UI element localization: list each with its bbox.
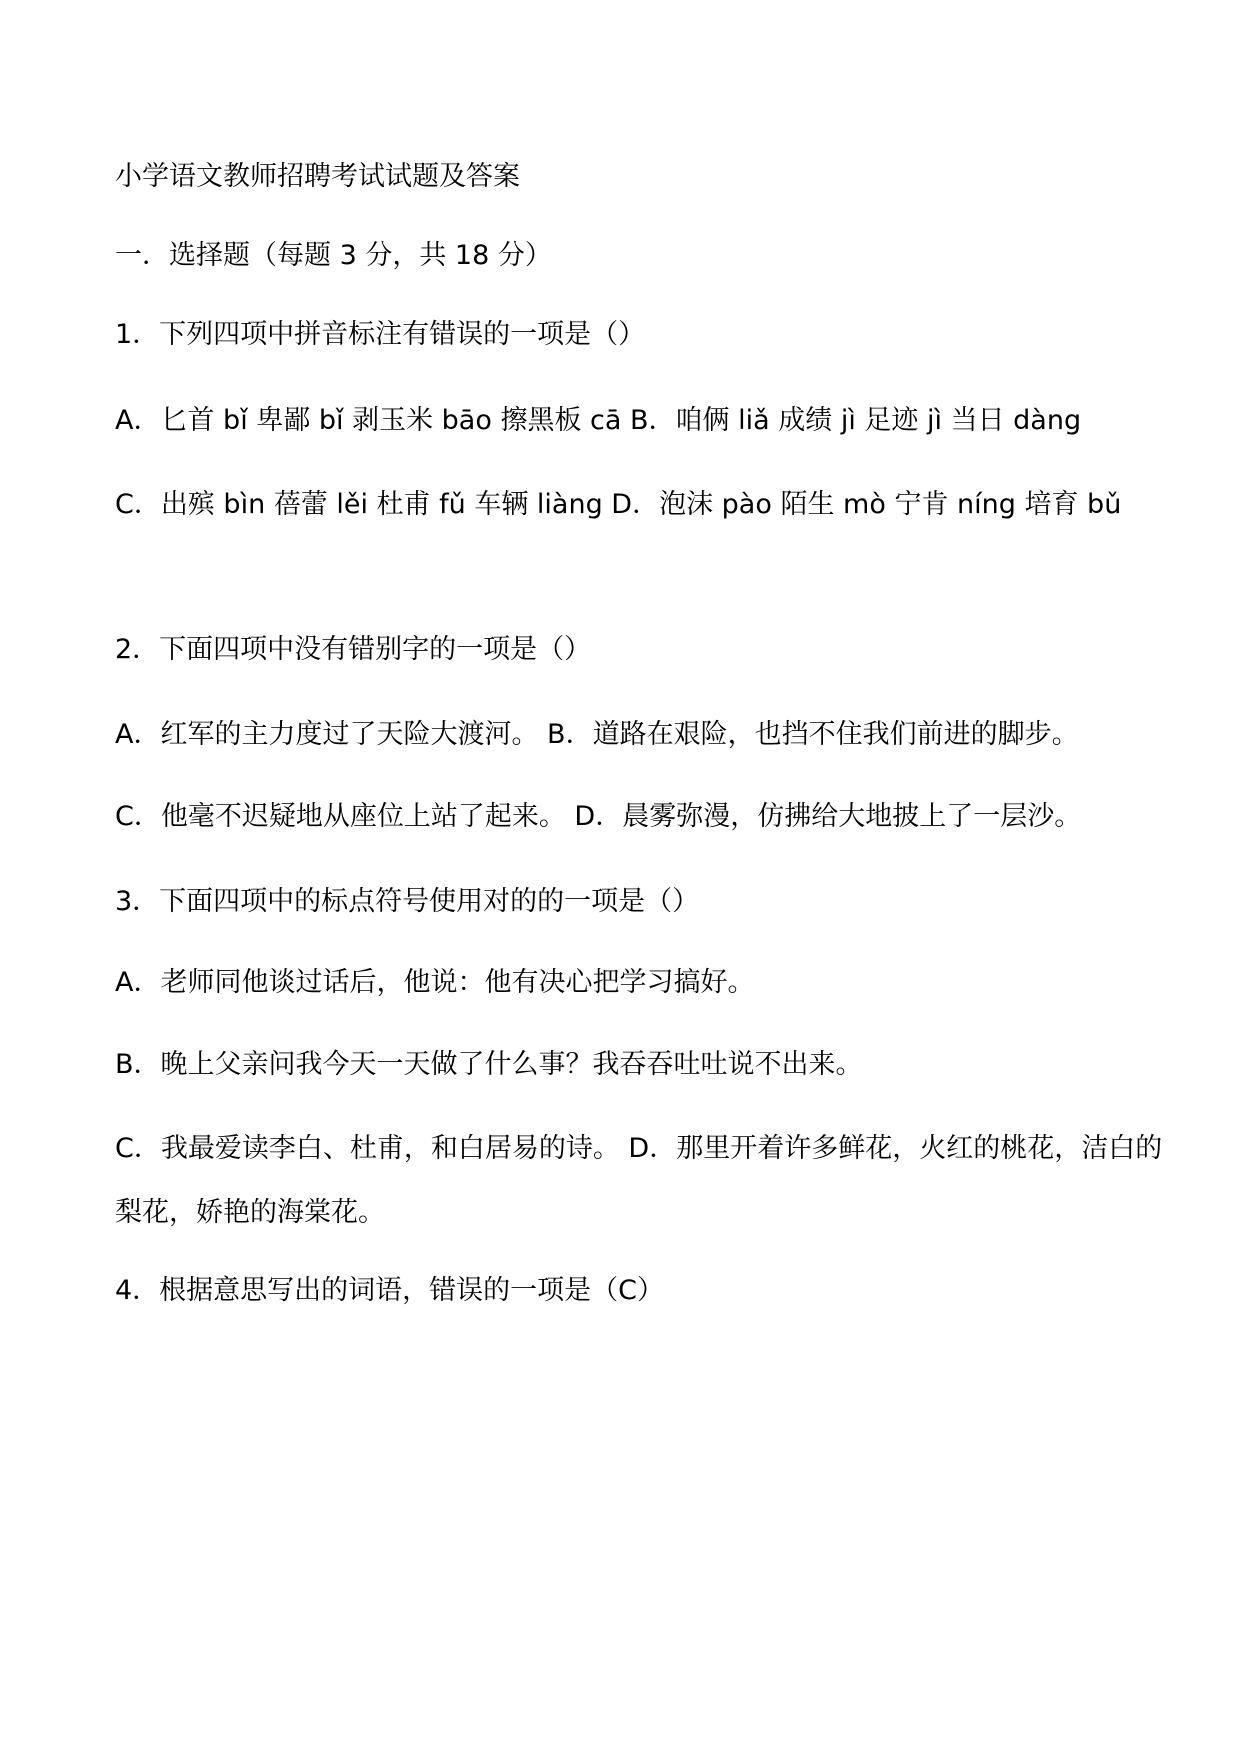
question-3-option-b: B．晚上父亲问我今天一天做了什么事？我吞吞吐吐说不出来。: [115, 1049, 863, 1080]
question-3-options-cd: C．我最爱读李白、杜甫，和白居易的诗。 D．那里开着许多鲜花，火红的桃花，洁白的梨花，娇艳的海棠花。: [115, 1133, 1163, 1228]
question-1-stem: 1．下列四项中拼音标注有错误的一项是（）: [115, 319, 646, 350]
question-1-options-ab: A．匕首 bǐ 卑鄙 bǐ 剥玉米 bāo 擦黑板 cā B．咱俩 liǎ 成绩 jì 足迹 jì 当日 dàng: [115, 405, 1082, 436]
question-1-options-cd: C．出殡 bìn 蓓蕾 lěi 杜甫 fǔ 车辆 liàng D．泡沫 pào 陌生 mò 宁肯 níng 培育 bǔ: [115, 489, 1122, 520]
question-3-option-a: A．老师同他谈过话后，他说：他有决心把学习搞好。: [115, 967, 755, 998]
question-2-options-ab: A．红军的主力度过了天险大渡河。 B．道路在艰险，也挡不住我们前进的脚步。: [115, 719, 1079, 750]
question-2-options-cd: C．他毫不迟疑地从座位上站了起来。 D．晨雾弥漫，仿拂给大地披上了一层沙。: [115, 801, 1082, 832]
question-4-stem: 4．根据意思写出的词语，错误的一项是（C）: [115, 1275, 665, 1306]
section-heading: 一．选择题（每题 3 分，共 18 分）: [115, 240, 552, 271]
question-2-stem: 2．下面四项中没有错别字的一项是（）: [115, 634, 592, 665]
question-3-stem: 3．下面四项中的标点符号使用对的的一项是（）: [115, 886, 700, 917]
document-title: 小学语文教师招聘考试试题及答案: [115, 161, 520, 192]
